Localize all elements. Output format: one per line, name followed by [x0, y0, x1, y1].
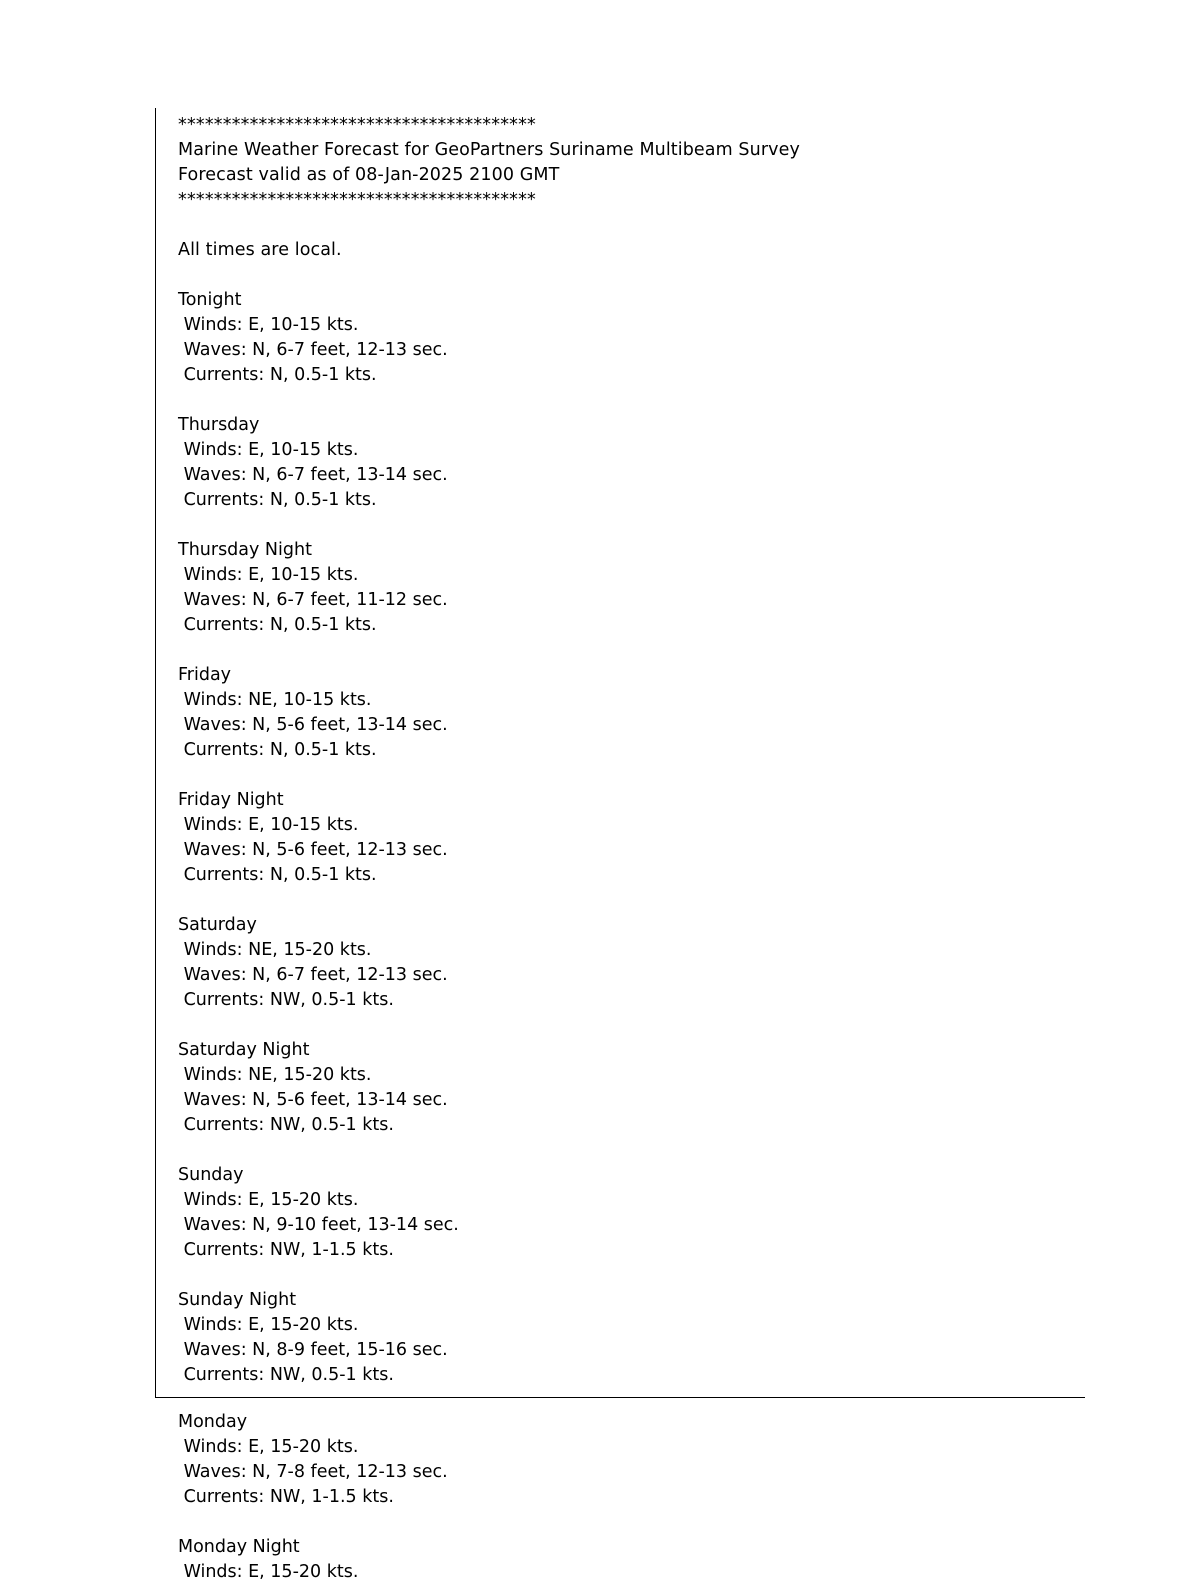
- page-title: Marine Weather Forecast for GeoPartners Suriname Multibeam Survey: [178, 140, 800, 160]
- times-note: All times are local.: [178, 240, 342, 260]
- spacer: [178, 213, 1078, 238]
- spacer: [178, 1510, 1078, 1535]
- period-currents: Currents: NW, 0.5-1 kts.: [178, 1365, 394, 1385]
- period-waves: Waves: N, 7-8 feet, 12-13 sec.: [178, 1462, 448, 1482]
- period-waves: Waves: N, 6-7 feet, 12-13 sec.: [178, 965, 448, 985]
- period-waves: Waves: N, 9-10 feet, 13-14 sec.: [178, 1215, 459, 1235]
- forecast-body: [178, 113, 1078, 1388]
- period-currents: Currents: N, 0.5-1 kts.: [178, 365, 377, 385]
- period-name: Friday Night: [178, 790, 284, 810]
- period-winds: Winds: E, 10-15 kts.: [178, 440, 359, 460]
- spacer: [178, 1138, 1078, 1163]
- period-currents: Currents: NW, 0.5-1 kts.: [178, 990, 394, 1010]
- spacer: [178, 388, 1078, 413]
- period-name: Monday Night: [178, 1537, 300, 1557]
- period-name: Sunday: [178, 1165, 244, 1185]
- period-name: Tonight: [178, 290, 242, 310]
- spacer: [178, 263, 1078, 288]
- period-waves: Waves: N, 8-9 feet, 15-16 sec.: [178, 1340, 448, 1360]
- period-waves: Waves: N, 6-7 feet, 12-13 sec.: [178, 340, 448, 360]
- spacer: [178, 763, 1078, 788]
- period-currents: Currents: N, 0.5-1 kts.: [178, 865, 377, 885]
- header-rule-top: ****************************************: [178, 115, 536, 135]
- period-waves: Waves: N, 5-6 feet, 12-13 sec.: [178, 840, 448, 860]
- period-name: Sunday Night: [178, 1290, 297, 1310]
- period-winds: Winds: E, 15-20 kts.: [178, 1437, 359, 1457]
- period-waves: Waves: N, 6-7 feet, 11-12 sec.: [178, 590, 448, 610]
- period-winds: Winds: E, 15-20 kts.: [178, 1315, 359, 1335]
- spacer: [178, 513, 1078, 538]
- header-rule-bottom: ****************************************: [178, 190, 536, 210]
- spacer: [178, 1013, 1078, 1038]
- period-waves: Waves: N, 5-6 feet, 13-14 sec.: [178, 715, 448, 735]
- period-waves: Waves: N, 5-6 feet, 13-14 sec.: [178, 1090, 448, 1110]
- period-winds: Winds: E, 10-15 kts.: [178, 565, 359, 585]
- period-currents: Currents: N, 0.5-1 kts.: [178, 740, 377, 760]
- period-currents: Currents: N, 0.5-1 kts.: [178, 490, 377, 510]
- period-winds: Winds: E, 15-20 kts.: [178, 1190, 359, 1210]
- period-winds: Winds: NE, 15-20 kts.: [178, 940, 372, 960]
- period-name: Friday: [178, 665, 232, 685]
- forecast-validity: Forecast valid as of 08-Jan-2025 2100 GMT: [178, 165, 560, 185]
- spacer: [178, 638, 1078, 663]
- period-currents: Currents: NW, 1-1.5 kts.: [178, 1240, 394, 1260]
- period-name: Saturday: [178, 915, 257, 935]
- period-name: Thursday: [178, 415, 260, 435]
- period-name: Monday: [178, 1412, 248, 1432]
- spacer: [178, 888, 1078, 913]
- period-winds: Winds: NE, 10-15 kts.: [178, 690, 372, 710]
- period-name: Saturday Night: [178, 1040, 310, 1060]
- period-currents: Currents: NW, 0.5-1 kts.: [178, 1115, 394, 1135]
- forecast-overflow: [178, 1410, 1078, 1585]
- period-winds: Winds: NE, 15-20 kts.: [178, 1065, 372, 1085]
- period-winds: Winds: E, 15-20 kts.: [178, 1562, 359, 1582]
- period-name: Thursday Night: [178, 540, 312, 560]
- spacer: [178, 1263, 1078, 1288]
- period-currents: Currents: NW, 1-1.5 kts.: [178, 1487, 394, 1507]
- period-winds: Winds: E, 10-15 kts.: [178, 315, 359, 335]
- period-currents: Currents: N, 0.5-1 kts.: [178, 615, 377, 635]
- period-winds: Winds: E, 10-15 kts.: [178, 815, 359, 835]
- period-waves: Waves: N, 6-7 feet, 13-14 sec.: [178, 465, 448, 485]
